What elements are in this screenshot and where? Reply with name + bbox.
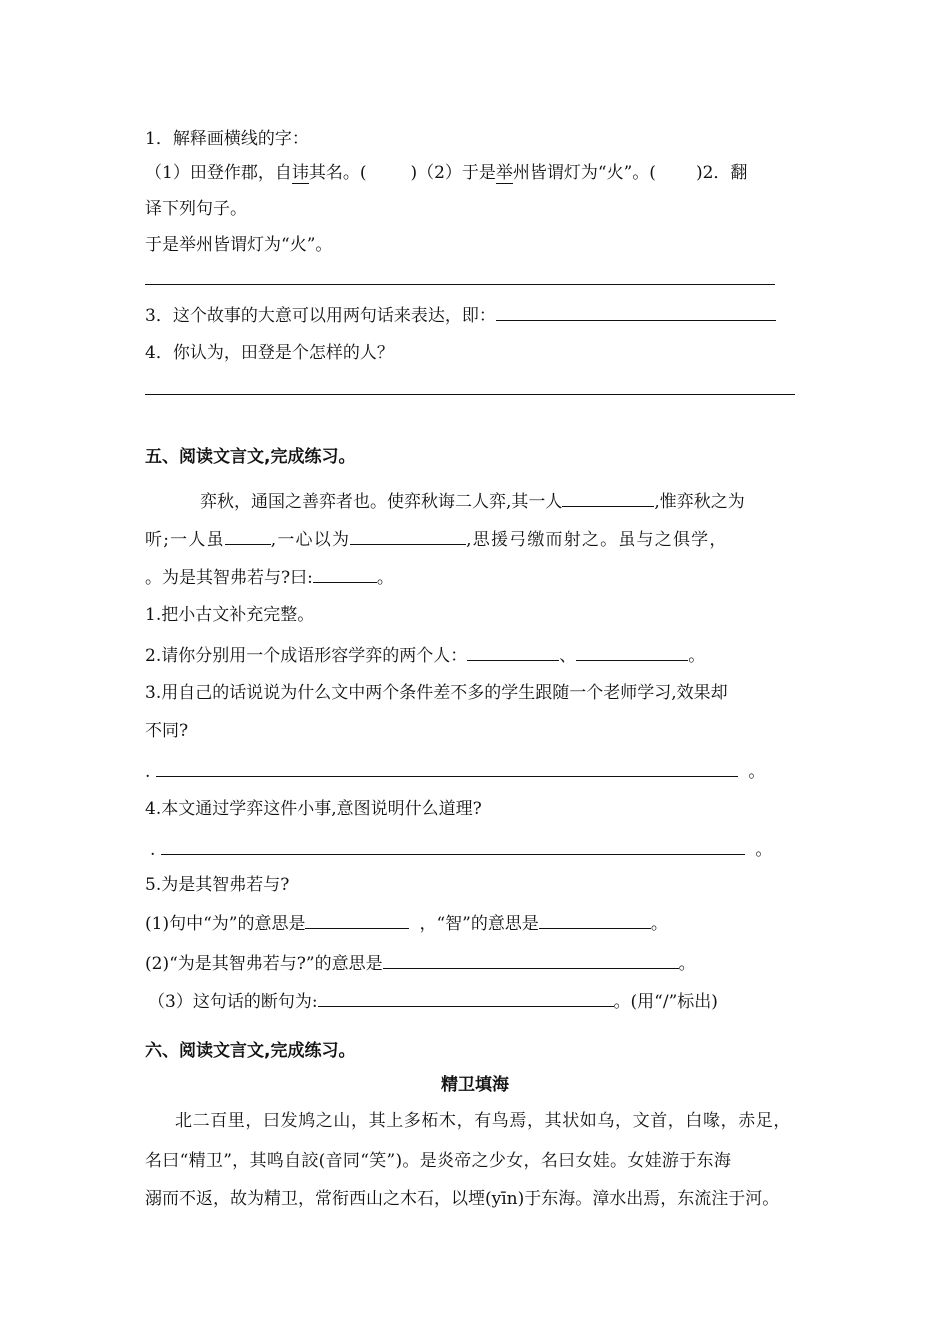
- s5-q4-end: 。: [755, 840, 773, 860]
- s5-q5-3: [148, 988, 718, 1015]
- s5-q4: 4.本文通过学弈这件小事,意图说明什么道理?: [145, 799, 482, 819]
- blank-p1[interactable]: [562, 488, 654, 507]
- answer-line-q2[interactable]: [145, 284, 775, 285]
- blank-q5-3[interactable]: [318, 988, 614, 1007]
- answer-line-s5-q3[interactable]: [156, 758, 738, 777]
- s5-q5-1c: 。: [650, 914, 668, 934]
- s4-q1-line: [145, 160, 747, 186]
- blank-q5-1-zhi[interactable]: [539, 910, 651, 929]
- s5-q2c: 。: [688, 646, 706, 666]
- s4-q2-sentence: 于是举州皆谓灯为“火”。: [145, 235, 333, 255]
- s5-p2b: ,一心以为: [270, 530, 351, 550]
- s4-q1-text-a1: （1）田登作郡，自: [145, 163, 292, 183]
- s6-heading: 六、阅读文言文,完成练习。: [145, 1041, 356, 1061]
- underlined-char-ju: 举: [495, 163, 513, 183]
- s4-q1-text-a3: 其名。(: [308, 163, 367, 183]
- s5-q2b: 、: [559, 646, 577, 666]
- blank-q2-1[interactable]: [467, 642, 559, 661]
- s5-q5-3a: （3）这句话的断句为:: [148, 992, 318, 1012]
- blank-q2-2[interactable]: [576, 642, 688, 661]
- answer-line-q3[interactable]: [496, 302, 776, 321]
- s6-title: 精卫填海: [441, 1075, 509, 1095]
- s5-p2c: ,思援弓缴而射之。虽与之俱学，: [466, 530, 728, 550]
- s5-q5-2a: (2)“为是其智弗若与?”的意思是: [145, 954, 383, 974]
- s4-q3-text: 3．这个故事的大意可以用两句话来表达，即：: [145, 306, 496, 326]
- s5-q5-2b: 。: [678, 954, 696, 974]
- blank-p2b[interactable]: [350, 526, 466, 545]
- blank-q5-2[interactable]: [383, 950, 679, 969]
- s5-heading: 五、阅读文言文,完成练习。: [145, 447, 356, 467]
- blank-q5-1-wei[interactable]: [305, 910, 409, 929]
- blank-p2a[interactable]: [225, 526, 271, 545]
- s4-q1-text-a6: 州皆谓灯为“火”。(: [512, 163, 656, 183]
- s5-p3b: 。: [376, 568, 394, 588]
- s4-q2-cont: 译下列句子。: [145, 199, 247, 219]
- s5-q2a: 2.请你分别用一个成语形容学弈的两个人：: [145, 646, 468, 666]
- s5-p2a: 听;一人虽: [145, 530, 225, 550]
- s5-p1b: ,惟弈秋之为: [654, 492, 745, 512]
- s6-passage-line3: 溺而不返，故为精卫，常衔西山之木石，以堙(yīn)于东海。漳水出焉，东流注于河。: [145, 1189, 780, 1209]
- s5-q3-answer: [145, 758, 765, 785]
- s5-q4-answer: [150, 836, 772, 863]
- s4-q1-title: 1．解释画横线的字：: [145, 129, 309, 149]
- s4-q3: [145, 302, 776, 329]
- s5-q5-1b: ，“智”的意思是: [419, 914, 539, 934]
- s4-q4: 4．你认为，田登是个怎样的人？: [145, 343, 394, 363]
- s4-q1-text-a4: )（2）于是: [410, 163, 496, 183]
- s5-q3-dot: .: [145, 762, 151, 782]
- blank-p3[interactable]: [313, 564, 377, 583]
- s5-q3-end: 。: [748, 762, 766, 782]
- s5-q3-cont: 不同?: [145, 721, 189, 741]
- s5-passage-line1: [200, 488, 745, 515]
- underlined-char-hui: 讳: [291, 163, 309, 183]
- s5-q5-2: [145, 950, 696, 977]
- s5-q1: 1.把小古文补充完整。: [145, 605, 315, 625]
- s5-q5-1a: (1)句中“为”的意思是: [145, 914, 306, 934]
- s5-q5-3b: 。(用“/”标出): [613, 992, 718, 1012]
- s5-p3a: 。为是其智弗若与?曰:: [145, 568, 313, 588]
- s5-q4-dot: .: [150, 840, 156, 860]
- s5-p1a: 弈秋，通国之善弈者也。使弈秋诲二人弈,其一人: [200, 492, 563, 512]
- s4-q2-start: )2．翻: [695, 163, 748, 183]
- s5-passage-line2: [145, 526, 728, 553]
- answer-line-q4[interactable]: [145, 394, 795, 395]
- s5-q3: 3.用自己的话说说为什么文中两个条件差不多的学生跟随一个老师学习,效果却: [145, 683, 728, 703]
- s6-passage-line1: 北二百里，曰发鸠之山，其上多柘木，有鸟焉，其状如乌，文首，白喙，赤足，: [175, 1111, 791, 1131]
- s5-q5-1: [145, 910, 668, 937]
- s5-passage-line3: [145, 564, 394, 591]
- s5-q2: [145, 642, 705, 669]
- s6-passage-line2: 名曰“精卫”，其鸣自詨(音同“笑”)。是炎帝之少女，名曰女娃。女娃游于东海: [145, 1151, 732, 1171]
- s5-q5: 5.为是其智弗若与?: [145, 875, 290, 895]
- answer-line-s5-q4[interactable]: [161, 836, 745, 855]
